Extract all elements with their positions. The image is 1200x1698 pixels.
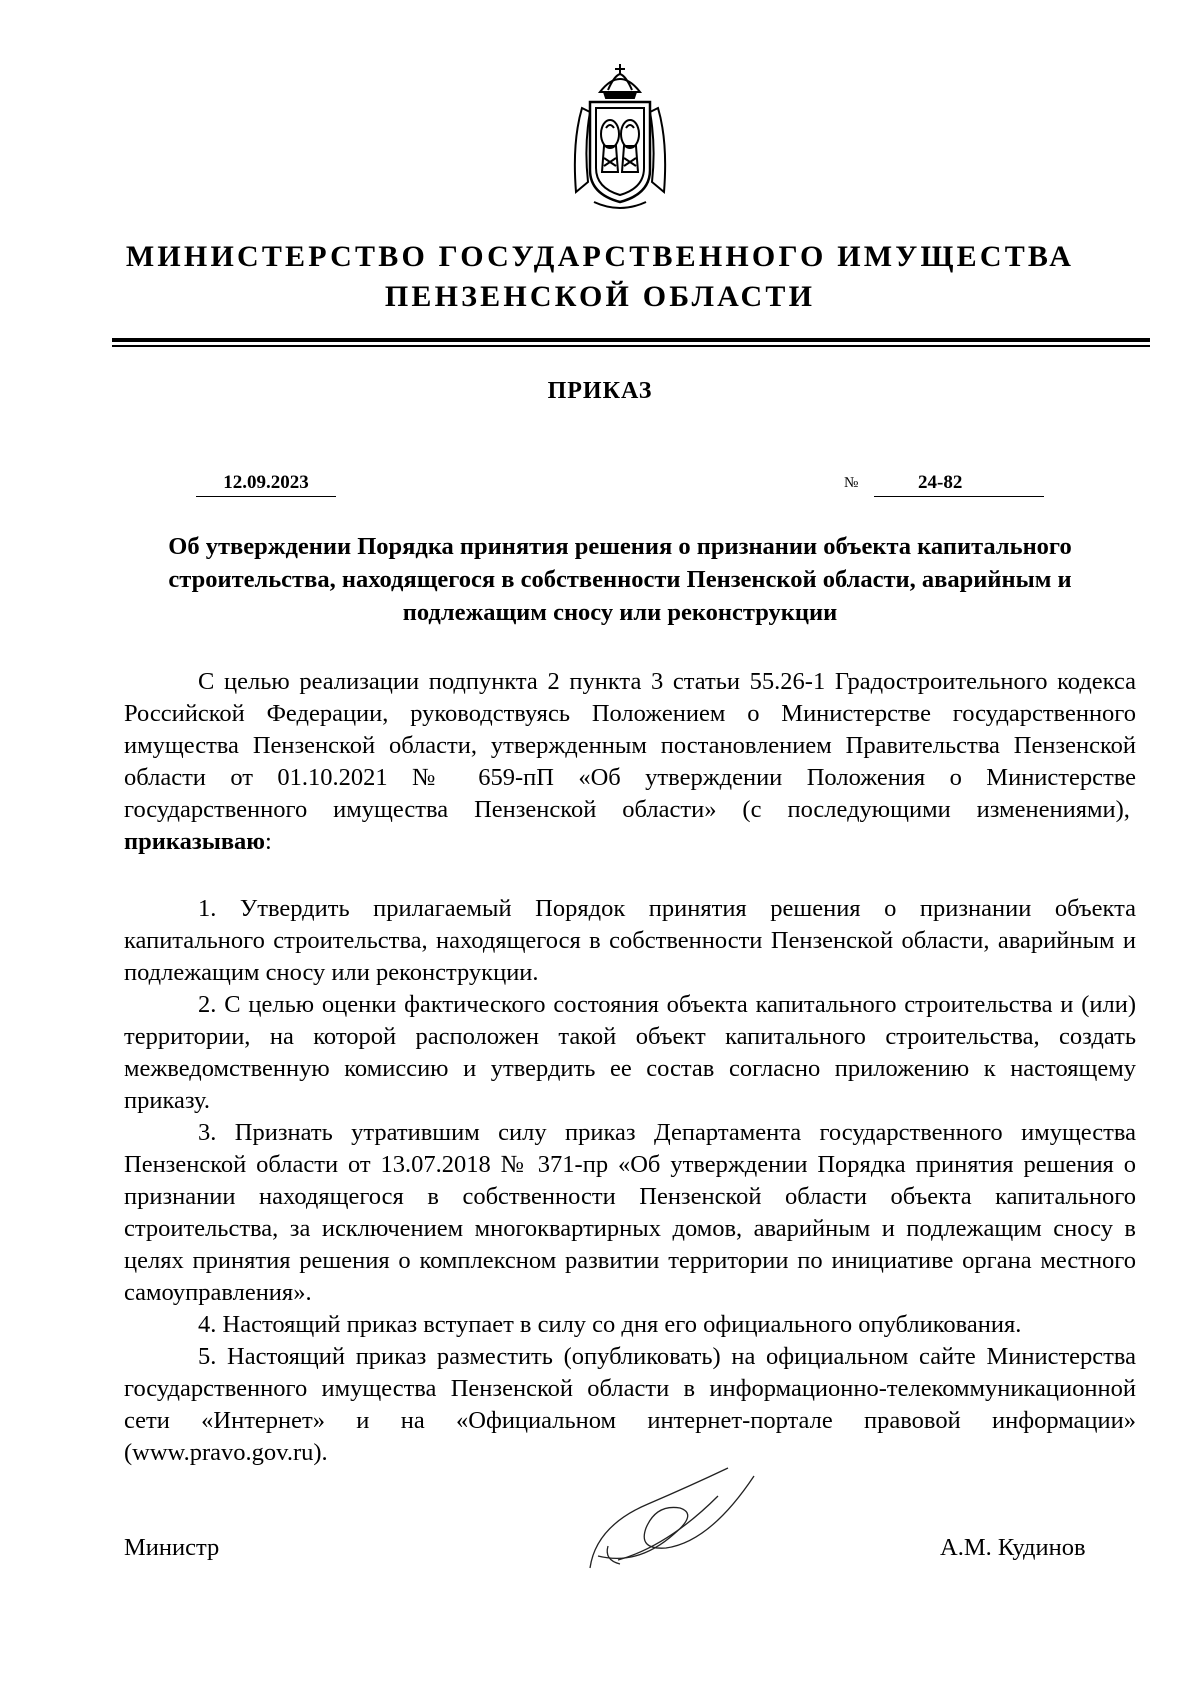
order-item-3: 3. Признать утратившим силу приказ Департамента государственного имущества Пензенской области от 13.07.2018 № 371-пр «Об утверждении Порядка принятия решения о признании находящегося в собственности Пензенской области объекта капитального строительства, за исключением многоквартирных домов, аварийным и подлежащим сносу в целях принятия решения о комплексном развитии территории по инициативе органа местного самоуправления». [124, 1119, 1136, 1306]
organization-name-line2: ПЕНЗЕНСКОЙ ОБЛАСТИ [384, 280, 816, 313]
document-date: 12.09.2023 [196, 472, 336, 497]
order-items [124, 893, 1136, 1469]
handwritten-signature [578, 1456, 768, 1576]
preamble-text: С целью реализации подпункта 2 пункта 3 статьи 55.26-1 Градостроительного кодекса Российской Федерации, руководствуясь Положением о Министерстве государственного имущества Пензенской области, утвержденным постановлением Правительства Пензенской области от 01.10.2021 № 659-пП «Об утверждении Положения о Министерстве государственного имущества Пензенской области» (с последующими изменениями), [124, 668, 1136, 823]
organization-name-line1: МИНИСТЕРСТВО ГОСУДАРСТВЕННОГО ИМУЩЕСТВА [125, 240, 1075, 273]
order-item-2: 2. С целью оценки фактического состояния объекта капитального строительства и (или) территории, на которой расположен такой объект капитального строительства, создать межведомственную комиссию и утвердить ее состав согласно приложению к настоящему приказу. [124, 991, 1136, 1114]
document-title: Об утверждении Порядка принятия решения о признании объекта капитального строительства, находящегося в собственности Пензенской области, аварийным и подлежащим сносу или реконструкции [168, 533, 1072, 626]
document-number: 24-82 [874, 472, 1044, 497]
header-rule-thick [112, 338, 1150, 342]
header-rule-thin [112, 345, 1150, 347]
order-item-4: 4. Настоящий приказ вступает в силу со дня его официального опубликования. [198, 1311, 1022, 1338]
signer-position: Министр [124, 1534, 220, 1561]
preamble [124, 666, 1136, 858]
order-item-5: 5. Настоящий приказ разместить (опубликовать) на официальном сайте Министерства государственного имущества Пензенской области в информационно-телекоммуникационной сети «Интернет» и на «Официальном интернет-портале правовой информации» (www.pravo.gov.ru). [124, 1343, 1136, 1466]
decree-word: приказываю [124, 828, 266, 855]
signer-name: А.М. Кудинов [940, 1534, 1086, 1561]
document-type: ПРИКАЗ [547, 378, 653, 404]
order-item-1: 1. Утвердить прилагаемый Порядок принятия решения о признании объекта капитального строительства, находящегося в собственности Пензенской области, аварийным и подлежащим сносу или реконструкции. [124, 895, 1136, 986]
number-sign: № [844, 475, 859, 491]
preamble-paragraph [124, 666, 1136, 858]
coat-of-arms-icon [568, 62, 672, 214]
preamble-tail: : [265, 828, 272, 855]
